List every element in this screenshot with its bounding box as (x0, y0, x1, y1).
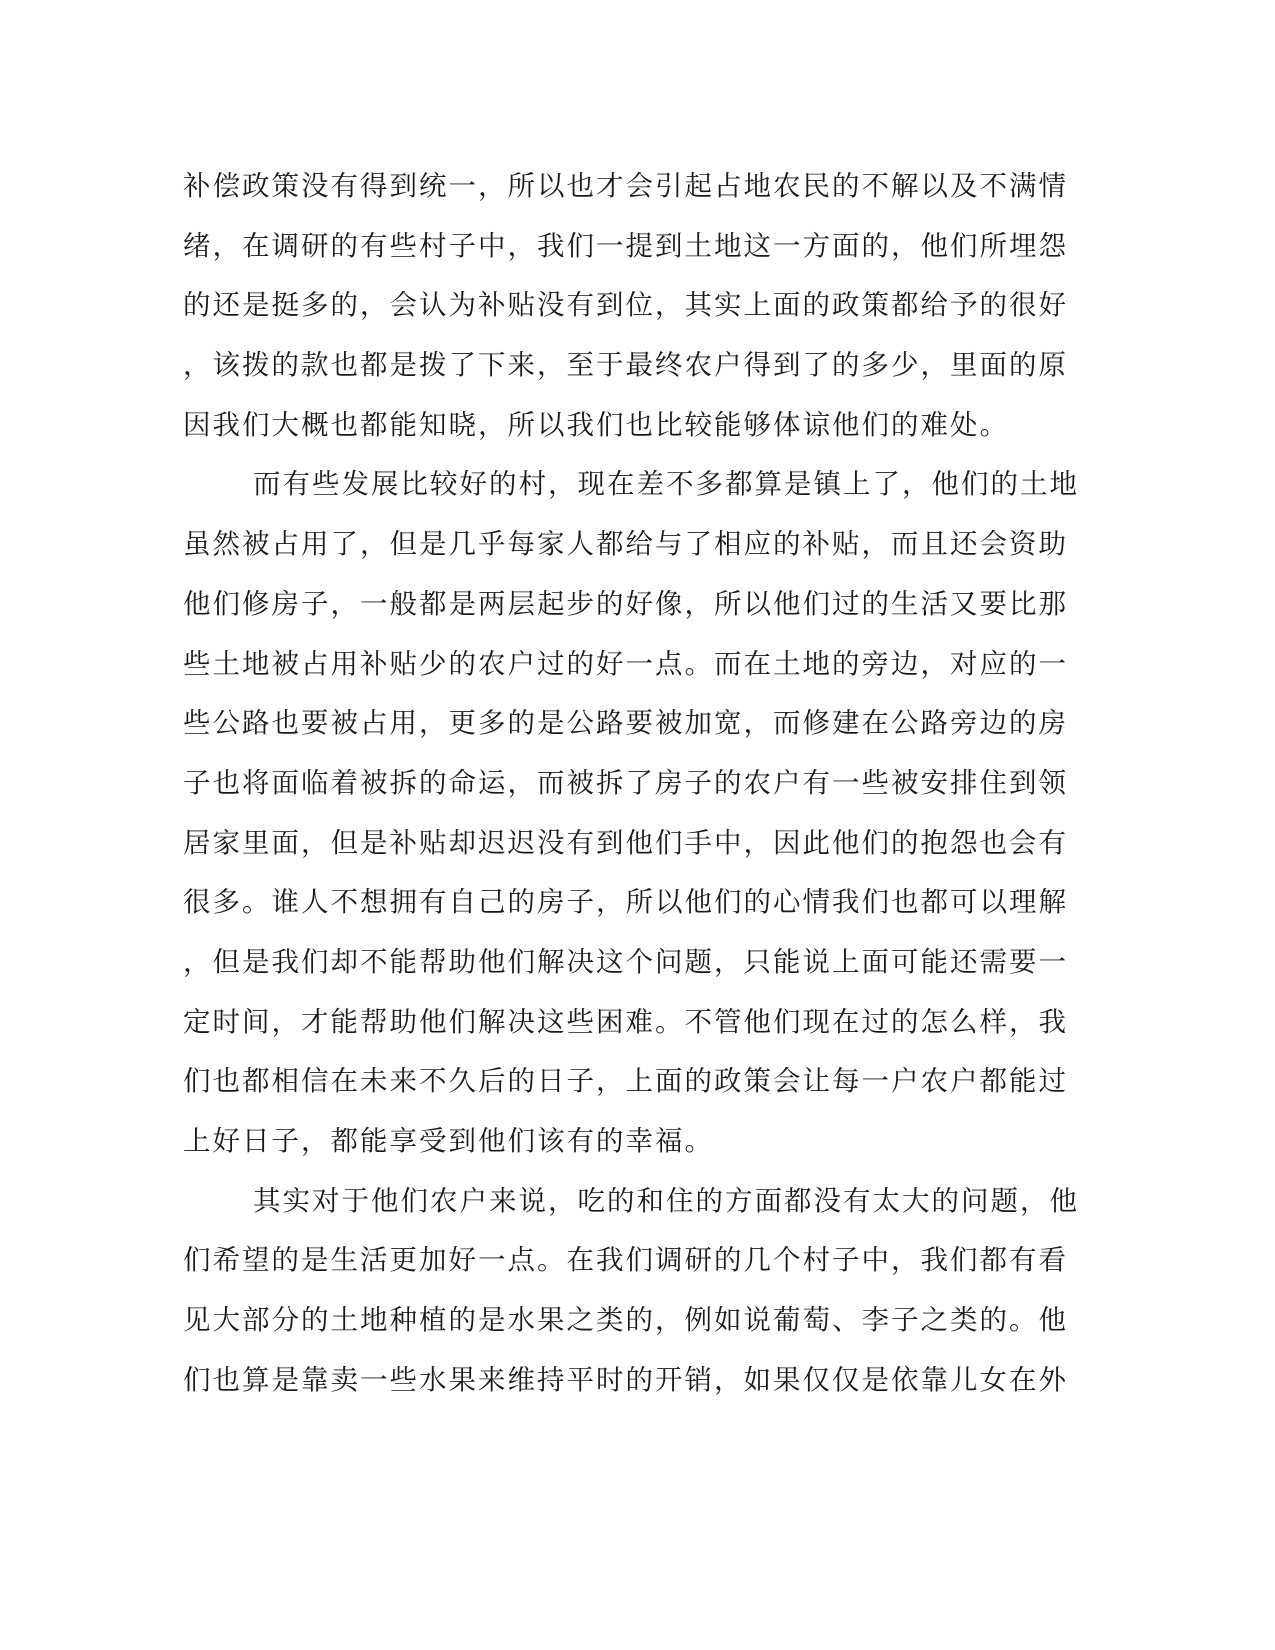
text-line: ，该拨的款也都是拨了下来，至于最终农户得到了的多少，里面的原 (183, 349, 1068, 382)
text-line: 他们修房子，一般都是两层起步的好像，所以他们过的生活又要比那 (183, 587, 1068, 620)
text-line: 虽然被占用了，但是几乎每家人都给与了相应的补贴，而且还会资助 (183, 528, 1068, 561)
paragraph-start-line: 其实对于他们农户来说，吃的和住的方面都没有太大的问题，他 (253, 1184, 1079, 1217)
text-line: 们也都相信在未来不久后的日子，上面的政策会让每一户农户都能过 (183, 1065, 1068, 1098)
text-line: 些土地被占用补贴少的农户过的好一点。而在土地的旁边，对应的一 (183, 647, 1068, 680)
text-line: 补偿政策没有得到统一，所以也才会引起占地农民的不解以及不满情 (183, 170, 1068, 202)
text-line: 些公路也要被占用，更多的是公路要被加宽，而修建在公路旁边的房 (183, 707, 1068, 740)
text-line: 子也将面临着被拆的命运，而被拆了房子的农户有一些被安排住到领 (183, 766, 1068, 799)
text-line: 见大部分的土地种植的是水果之类的，例如说葡萄、李子之类的。他 (183, 1304, 1068, 1337)
text-line: ，但是我们却不能帮助他们解决这个问题，只能说上面可能还需要一 (183, 945, 1068, 978)
text-line: 定时间，才能帮助他们解决这些困难。不管他们现在过的怎么样，我 (183, 1005, 1068, 1038)
text-line: 的还是挺多的，会认为补贴没有到位，其实上面的政策都给予的很好 (183, 289, 1068, 322)
text-line: 居家里面，但是补贴却迟迟没有到他们手中，因此他们的抱怨也会有 (183, 826, 1068, 859)
text-line: 们也算是靠卖一些水果来维持平时的开销，如果仅仅是依靠儿女在外 (183, 1363, 1068, 1396)
paragraph-start-line: 而有些发展比较好的村，现在差不多都算是镇上了，他们的土地 (253, 468, 1079, 501)
text-line: 很多。谁人不想拥有自己的房子，所以他们的心情我们也都可以理解 (183, 886, 1068, 919)
text-line: 上好日子，都能享受到他们该有的幸福。 (183, 1125, 714, 1157)
body-text (183, 157, 1079, 1410)
text-line: 们希望的是生活更加好一点。在我们调研的几个村子中，我们都有看 (183, 1244, 1068, 1277)
text-line: 绪，在调研的有些村子中，我们一提到土地这一方面的，他们所埋怨 (183, 229, 1068, 262)
text-line: 因我们大概也都能知晓，所以我们也比较能够体谅他们的难处。 (183, 408, 1009, 441)
